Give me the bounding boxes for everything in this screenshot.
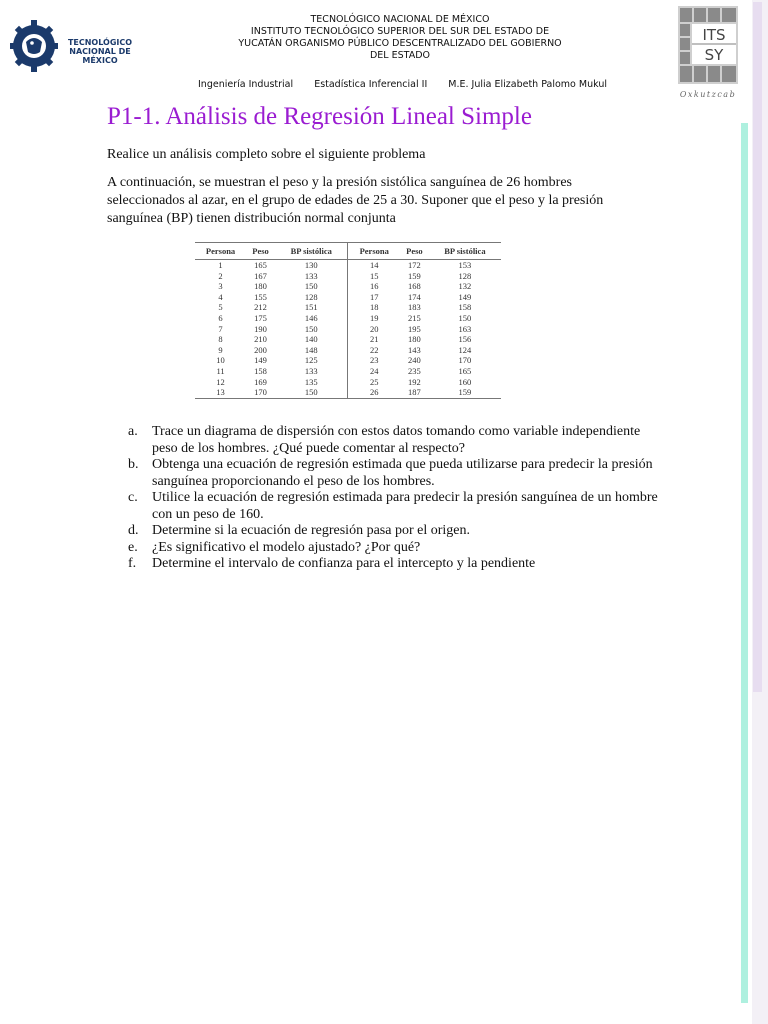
table-cell: 22 (348, 345, 400, 356)
question-list (128, 424, 658, 573)
table-row (195, 334, 501, 345)
table-cell: 143 (408, 344, 421, 355)
table-cell: 3 (218, 281, 223, 292)
course-info (198, 79, 625, 90)
table-row (195, 271, 501, 282)
institution-line: DEL ESTADO (369, 50, 431, 61)
table-cell: 175 (254, 312, 267, 323)
question-text: Determine si la ecuación de regresión pasa por el origen. (152, 523, 470, 538)
table-cell: 150 (275, 387, 348, 398)
table-row (195, 302, 501, 313)
table-cell: 7 (218, 323, 223, 334)
table-cell: 5 (218, 302, 223, 313)
problem-statement: A continuación, se muestran el peso y la presión sistólica sanguínea de 26 hombres seleccionados al azar, en el grupo de edades de 25 a 30. Suponer que el peso y la presión sanguínea (BP) tienen distribución normal conjunta (107, 175, 604, 226)
table-cell: 156 (458, 334, 472, 345)
question-letter: d. (128, 523, 139, 538)
table-cell: 150 (304, 281, 318, 292)
table-cell: 170 (246, 387, 275, 398)
question-letter: e. (128, 539, 138, 555)
table-cell: 200 (254, 344, 267, 355)
table-header-row (195, 243, 501, 260)
column-header: Persona (195, 243, 246, 260)
svg-text:SY: SY (704, 46, 724, 64)
table-cell: 165 (458, 365, 472, 376)
table-cell: 124 (458, 344, 472, 355)
table-cell: 195 (408, 323, 421, 334)
page-title: P1-1. Análisis de Regresión Lineal Simple (107, 103, 532, 130)
institution-heading (210, 14, 590, 62)
table-cell: 128 (458, 270, 472, 281)
table-cell: 17 (348, 292, 400, 303)
table-cell: 148 (304, 344, 318, 355)
table-row (195, 345, 501, 356)
table-cell: 180 (254, 281, 267, 292)
table-cell: 135 (304, 376, 318, 387)
table-cell: 16 (348, 281, 400, 292)
question-item (128, 457, 658, 490)
table-cell: 158 (458, 302, 472, 313)
table-cell: 128 (304, 291, 318, 302)
table-cell: 159 (408, 270, 421, 281)
table-cell: 187 (400, 387, 429, 398)
question-letter: a. (128, 424, 138, 439)
table-row (195, 260, 501, 271)
table-cell: 20 (348, 324, 400, 335)
table-cell: 9 (218, 344, 223, 355)
table-cell: 167 (254, 270, 267, 281)
question-item (128, 523, 658, 540)
table-cell: 168 (408, 281, 421, 292)
table-cell: 149 (458, 291, 472, 302)
table-cell: 11 (216, 365, 225, 376)
table-cell: 14 (348, 260, 400, 271)
table-cell: 2 (218, 270, 223, 281)
table-cell: 133 (304, 365, 318, 376)
itssy-logo-text: ITS (702, 26, 726, 44)
question-text: Determine el intervalo de confianza para el intercepto y la pendiente (152, 556, 536, 571)
itssy-emblem-icon (676, 4, 740, 88)
table-cell: 163 (458, 323, 472, 334)
question-letter: b. (128, 457, 139, 472)
question-letter: f. (128, 556, 137, 571)
table-cell: 151 (304, 302, 318, 313)
column-header: Peso (400, 243, 429, 260)
table-cell: 158 (254, 365, 267, 376)
teacher-label: M.E. Julia Elizabeth Palomo Mukul (448, 79, 607, 90)
question-item (128, 540, 658, 557)
table-cell: 4 (218, 291, 223, 302)
table-cell: 159 (429, 387, 501, 398)
table-cell: 8 (218, 334, 223, 345)
question-text: ¿Es significativo el modelo ajustado? ¿Por qué? (152, 539, 421, 555)
table-row (195, 313, 501, 324)
question-item (128, 490, 658, 523)
table-cell: 174 (408, 291, 421, 302)
scrollbar-thumb[interactable] (741, 123, 748, 1003)
table-cell: 165 (254, 260, 267, 270)
table-cell: 132 (458, 281, 472, 292)
table-row (195, 377, 501, 388)
table-cell: 23 (348, 355, 400, 366)
table-row (195, 324, 501, 335)
question-item (128, 556, 658, 573)
tecnm-emblem-icon (10, 12, 58, 78)
table-cell: 18 (348, 302, 400, 313)
tecnm-logo (10, 12, 150, 82)
table-cell: 12 (216, 376, 225, 387)
institution-line: TECNOLÓGICO NACIONAL DE MÉXICO (310, 14, 490, 25)
question-letter: c. (128, 490, 138, 505)
data-table (195, 242, 501, 399)
column-header: Peso (246, 243, 275, 260)
table-cell: 235 (408, 365, 421, 376)
table-cell: 130 (304, 260, 318, 270)
table-cell: 26 (348, 387, 400, 398)
page-margin-strip (753, 2, 762, 692)
table-cell: 155 (254, 291, 267, 302)
table-cell: 1 (218, 260, 223, 270)
table-cell: 210 (254, 334, 267, 345)
program-label: Ingeniería Industrial (198, 79, 294, 90)
table-cell: 160 (458, 376, 472, 387)
table-cell: 146 (304, 312, 318, 323)
table-cell: 13 (195, 387, 246, 398)
column-header: Persona (348, 243, 400, 260)
table-cell: 150 (304, 323, 318, 334)
table-cell: 10 (216, 355, 225, 366)
table-row (195, 387, 501, 398)
table-cell: 215 (408, 312, 421, 323)
table-row (195, 355, 501, 366)
table-row (195, 366, 501, 377)
table-cell: 149 (254, 355, 267, 366)
institution-line: INSTITUTO TECNOLÓGICO SUPERIOR DEL SUR DEL ESTADO DE (250, 26, 550, 37)
table-cell: 240 (408, 355, 421, 366)
intro-text: Realice un análisis completo sobre el siguiente problema (107, 147, 426, 162)
table-cell: 25 (348, 377, 400, 388)
itssy-logo (676, 4, 740, 99)
table-cell: 183 (408, 302, 421, 313)
table-cell: 140 (304, 334, 318, 345)
tecnm-logo-text: TECNOLÓGICO NACIONAL DE MÉXICO (67, 38, 133, 65)
table-cell: 153 (458, 260, 472, 270)
table-cell: 6 (218, 312, 223, 323)
table-cell: 190 (254, 323, 267, 334)
itssy-caption: Oxkutzcab (679, 90, 737, 99)
table-cell: 19 (348, 313, 400, 324)
table-cell: 180 (408, 334, 421, 345)
question-text: Obtenga una ecuación de regresión estimada que pueda utilizarse para predecir la presión sanguínea proporcionando el peso de los hombres. (152, 457, 653, 489)
table-cell: 212 (254, 302, 267, 313)
table-cell: 169 (254, 376, 267, 387)
table-cell: 172 (408, 260, 421, 270)
table-body (195, 260, 501, 399)
table-cell: 24 (348, 366, 400, 377)
question-item (128, 424, 658, 457)
course-label: Estadística Inferencial II (314, 79, 428, 90)
question-text: Trace un diagrama de dispersión con estos datos tomando como variable independiente peso de los hombres. ¿Qué puede comentar al respecto? (152, 424, 641, 456)
table-cell: 150 (458, 312, 472, 323)
table-cell: 125 (304, 355, 318, 366)
table-cell: 133 (304, 270, 318, 281)
institution-line: YUCATÁN ORGANISMO PÚBLICO DESCENTRALIZADO DEL GOBIERNO (238, 38, 562, 49)
table-cell: 170 (458, 355, 472, 366)
column-header: BP sistólica (275, 243, 348, 260)
table-cell: 15 (348, 271, 400, 282)
table-cell: 192 (408, 376, 421, 387)
question-text: Utilice la ecuación de regresión estimada para predecir la presión sanguínea de un hombre con un peso de 160. (152, 490, 658, 522)
table-cell: 21 (348, 334, 400, 345)
column-header: BP sistólica (429, 243, 501, 260)
table-row (195, 281, 501, 292)
table-row (195, 292, 501, 303)
